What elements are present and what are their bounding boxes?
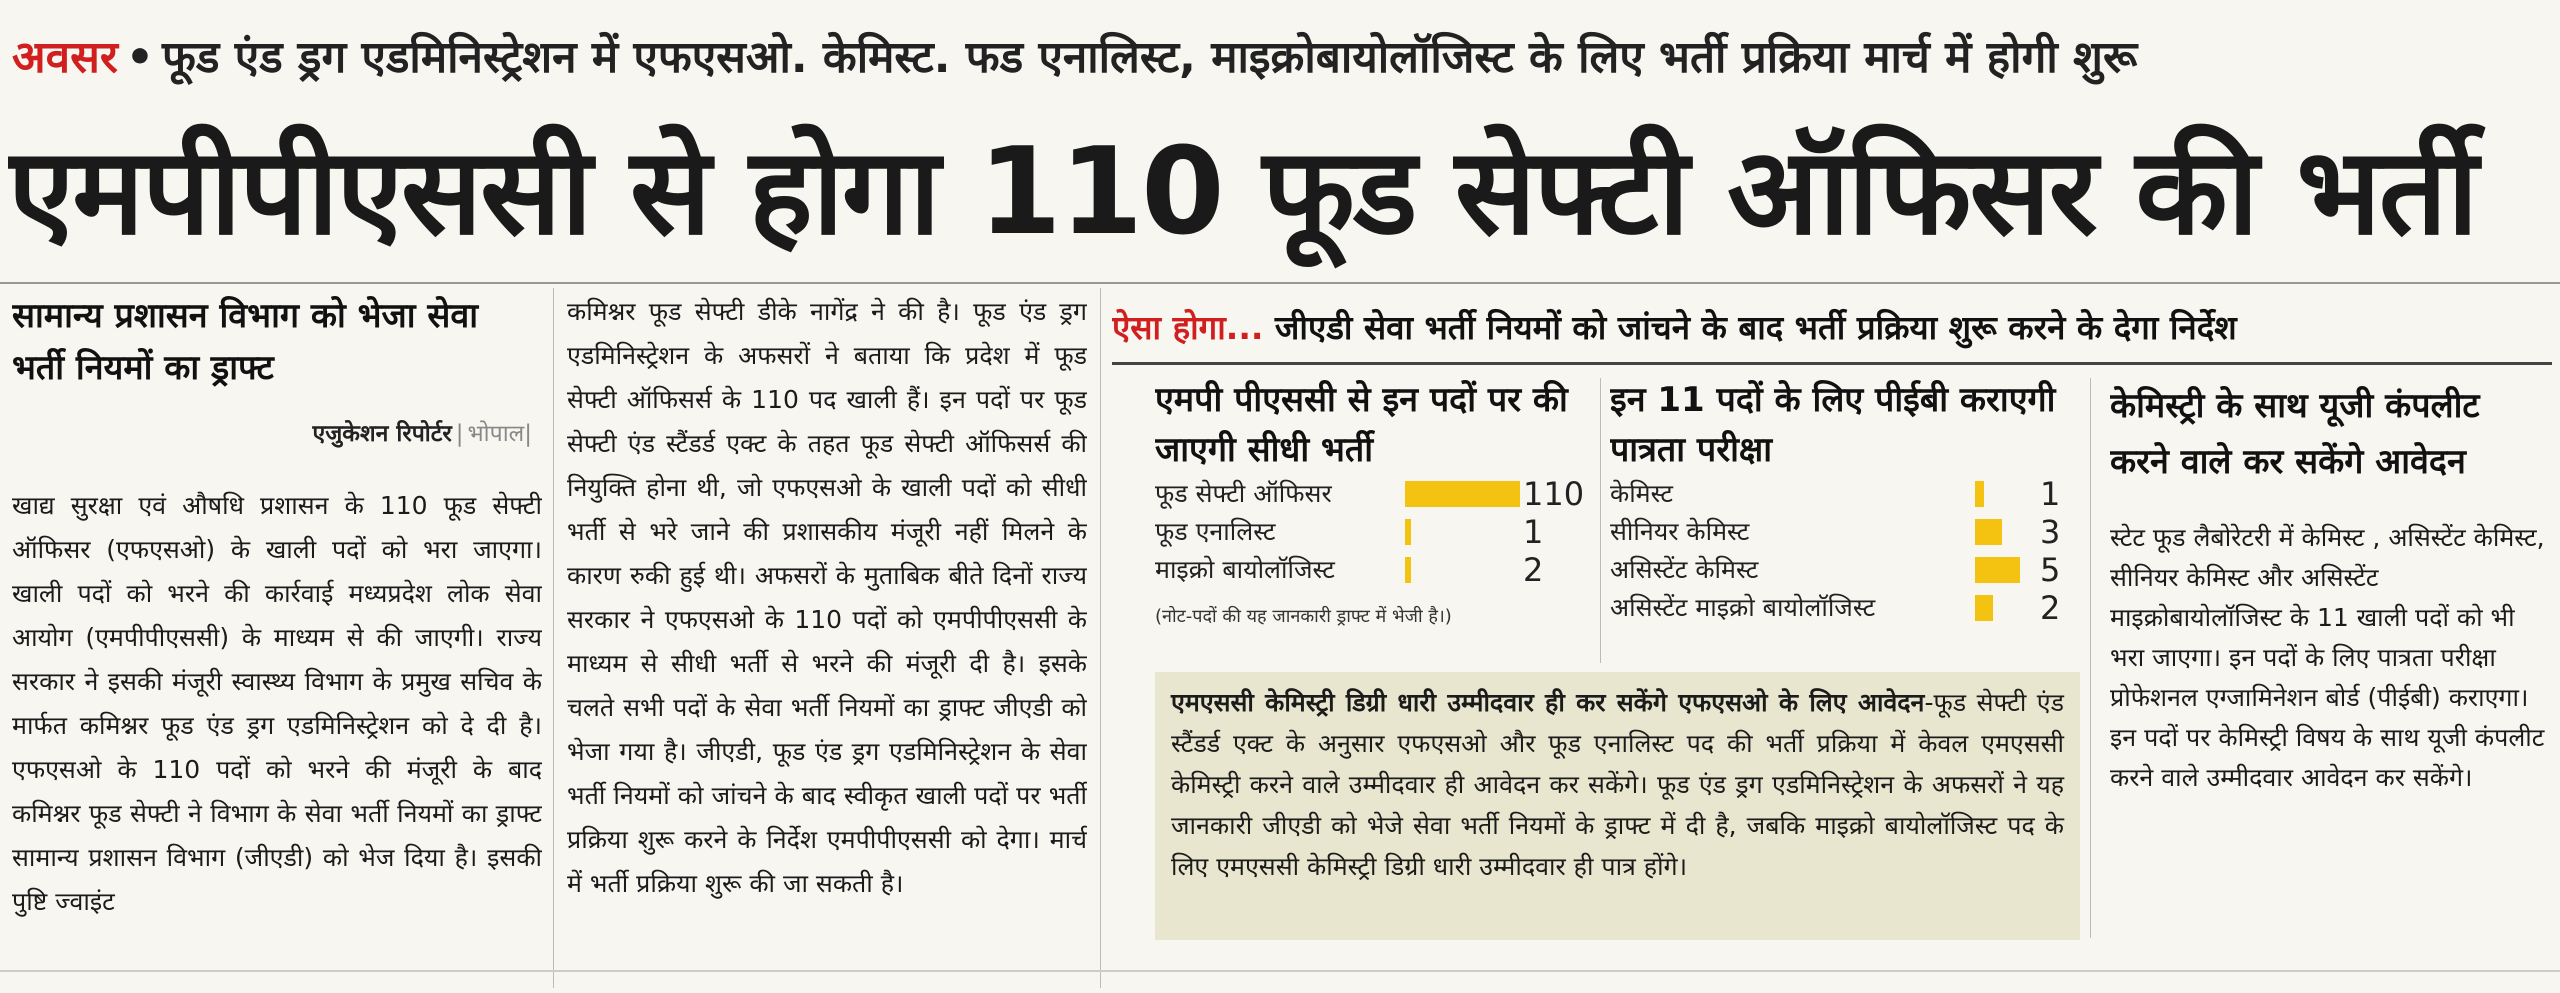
row-value: 3	[2040, 513, 2061, 551]
box-header-text: जीएडी सेवा भर्ती नियमों को जांचने के बाद भर्ती प्रक्रिया शुरू करने के देगा निर्देश	[1274, 308, 2237, 347]
table-row	[1155, 551, 1595, 589]
peb-exam-title: इन 11 पदों के लिए पीईबी कराएगी पात्रता परीक्षा	[1610, 380, 2056, 470]
eligibility-paragraph	[1171, 682, 2064, 887]
table-row	[1155, 475, 1595, 513]
draft-note: (नोट-पदों की यह जानकारी ड्राफ्ट में भेजी है।)	[1155, 606, 1452, 627]
row-value: 2	[1523, 551, 1544, 589]
row-bar	[1405, 557, 1411, 583]
row-bar	[1975, 557, 2020, 583]
headline-divider	[0, 282, 2560, 284]
column-divider	[553, 288, 554, 988]
direct-recruitment-box	[1155, 375, 1595, 665]
eligibility-box	[1155, 672, 2080, 940]
row-label: फूड सेफ्टी ऑफिसर	[1155, 479, 1332, 508]
table-row	[1610, 513, 2080, 551]
eligibility-bold: एमएससी केमिस्ट्री डिग्री धारी उम्मीदवार ही कर सकेंगे एफएसओ के लिए आवेदन	[1171, 688, 1925, 717]
row-bar	[1975, 481, 1984, 507]
box-divider	[1600, 378, 1601, 663]
byline-separator: |	[455, 421, 464, 447]
headline: एमपीपीएससी से होगा 110 फूड सेफ्टी ऑफिसर की भर्ती	[8, 123, 2477, 262]
kicker	[12, 18, 2552, 98]
kicker-text: फूड एंड ड्रग एडमिनिस्ट्रेशन में एफएसओ. केमिस्ट. फड एनालिस्ट, माइक्रोबायोलॉजिस्ट के लिए भर्ती प्रक्रिया मार्च में होगी शुरू	[161, 32, 2138, 83]
row-label: माइक्रो बायोलॉजिस्ट	[1155, 555, 1335, 584]
byline-city: भोपाल	[467, 421, 525, 447]
row-label: केमिस्ट	[1610, 479, 1673, 508]
column-3	[2110, 378, 2550, 978]
box-header	[1112, 300, 2552, 356]
row-label: फूड एनालिस्ट	[1155, 517, 1276, 546]
column-divider	[1100, 288, 1101, 988]
row-value: 1	[2040, 475, 2061, 513]
byline-end-mark: |	[524, 421, 532, 447]
column-3-title: केमिस्ट्री के साथ यूजी कंपलीट करने वाले कर सकेंगे आवेदन	[2110, 386, 2480, 482]
byline-name: एजुकेशन रिपोर्टर	[312, 421, 452, 447]
row-label: असिस्टेंट माइक्रो बायोलॉजिस्ट	[1610, 593, 1876, 622]
peb-exam-table	[1610, 475, 2080, 627]
kicker-label: अवसर	[12, 32, 118, 83]
row-value: 1	[1523, 513, 1544, 551]
row-bar	[1405, 519, 1411, 545]
row-bar	[1975, 519, 2002, 545]
direct-recruitment-title: एमपी पीएससी से इन पदों पर की जाएगी सीधी भर्ती	[1155, 380, 1568, 470]
row-value: 110	[1523, 475, 1585, 513]
row-bar	[1975, 595, 1993, 621]
byline	[12, 414, 542, 454]
eligibility-text: -फूड सेफ्टी एंड स्टैंडर्ड एक्ट के अनुसार एफएसओ और फूड एनालिस्ट पद की भर्ती प्रक्रिया में केवल एमएससी केमिस्ट्री करने वाले उम्मीदवार ही आवेदन कर सकेंगे। फूड एंड ड्रग एडमिनिस्ट्रेशन के अफसरों ने यह जानकारी जीएडी को भेजे सेवा भर्ती नियमों के ड्राफ्ट में दी है, जबकि माइक्रो बायोलॉजिस्ट पद के लिए एमएससी केमिस्ट्री डिग्री धारी उम्मीदवार ही पात्र होंगे।	[1171, 688, 2064, 881]
column-3-body: स्टेट फूड लैबोरेटरी में केमिस्ट , असिस्टेंट केमिस्ट, सीनियर केमिस्ट और असिस्टेंट माइक्रोबायोलॉजिस्ट के 11 खाली पदों को भी भरा जाएगा। इन पदों के लिए पात्रता परीक्षा प्रोफेशनल एग्जामिनेशन बोर्ड (पीईबी) कराएगा। इन पदों पर केमिस्ट्री विषय के साथ यूजी कंपलीट करने वाले उम्मीदवार आवेदन कर सकेंगे।	[2110, 523, 2545, 792]
kicker-bullet: •	[125, 32, 154, 83]
box-header-divider	[1112, 362, 2552, 365]
row-label: सीनियर केमिस्ट	[1610, 517, 1750, 546]
table-row	[1610, 475, 2080, 513]
box-header-label: ऐसा होगा...	[1112, 308, 1264, 347]
column-1	[12, 290, 542, 990]
row-value: 2	[2040, 589, 2061, 627]
page-bottom-rule	[0, 970, 2560, 972]
row-value: 5	[2040, 551, 2061, 589]
table-row	[1610, 589, 2080, 627]
peb-exam-box	[1610, 375, 2080, 665]
row-bar	[1405, 481, 1520, 507]
box-divider	[2090, 378, 2091, 938]
column-1-body: खाद्य सुरक्षा एवं औषधि प्रशासन के 110 फूड सेफ्टी ऑफिसर (एफएसओ) के खाली पदों को भरा जाएगा। खाली पदों को भरने की कार्रवाई मध्यप्रदेश लोक सेवा आयोग (एमपीपीएससी) के माध्यम से की जाएगी। राज्य सरकार ने इसकी मंजूरी स्वास्थ्य विभाग के प्रमुख सचिव के मार्फत कमिश्नर फूड एंड ड्रग एडमिनिस्ट्रेशन को दे दी है। एफएसओ के 110 पदों को भरने की मंजूरी के बाद कमिश्नर फूड सेफ्टी ने विभाग के सेवा भर्ती नियमों का ड्राफ्ट सामान्य प्रशासन विभाग (जीएडी) को भेज दिया है। इसकी पुष्टि ज्वाइंट	[12, 491, 542, 916]
column-2	[567, 290, 1087, 990]
table-row	[1155, 513, 1595, 551]
table-row	[1610, 551, 2080, 589]
column-1-subhead: सामान्य प्रशासन विभाग को भेजा सेवा भर्ती नियमों का ड्राफ्ट	[12, 296, 479, 388]
column-2-body: कमिश्नर फूड सेफ्टी डीके नागेंद्र ने की है। फूड एंड ड्रग एडमिनिस्ट्रेशन के अफसरों ने बताया कि प्रदेश में फूड सेफ्टी ऑफिसर्स के 110 पद खाली हैं। इन पदों पर फूड सेफ्टी एंड स्टैंडर्ड एक्ट के तहत फूड सेफ्टी ऑफिसर्स की नियुक्ति होना थी, जो एफएसओ के खाली पदों को सीधी भर्ती से भरे जाने की प्रशासकीय मंजूरी नहीं मिलने के कारण रुकी हुई थी। अफसरों के मुताबिक बीते दिनों राज्य सरकार ने एफएसओ के 110 पदों को एमपीपीएससी के माध्यम से सीधी भर्ती से भरने की मंजूरी दी है। इसके चलते सभी पदों के सेवा भर्ती नियमों का ड्राफ्ट जीएडी को भेजा गया है। जीएडी, फूड एंड ड्रग एडमिनिस्ट्रेशन के सेवा भर्ती नियमों को जांचने के बाद स्वीकृत खाली पदों पर भर्ती प्रक्रिया शुरू करने के निर्देश एमपीपीएससी को देगा। मार्च में भर्ती प्रक्रिया शुरू की जा सकती है।	[567, 297, 1087, 898]
row-label: असिस्टेंट केमिस्ट	[1610, 555, 1759, 584]
direct-recruitment-table	[1155, 475, 1595, 589]
